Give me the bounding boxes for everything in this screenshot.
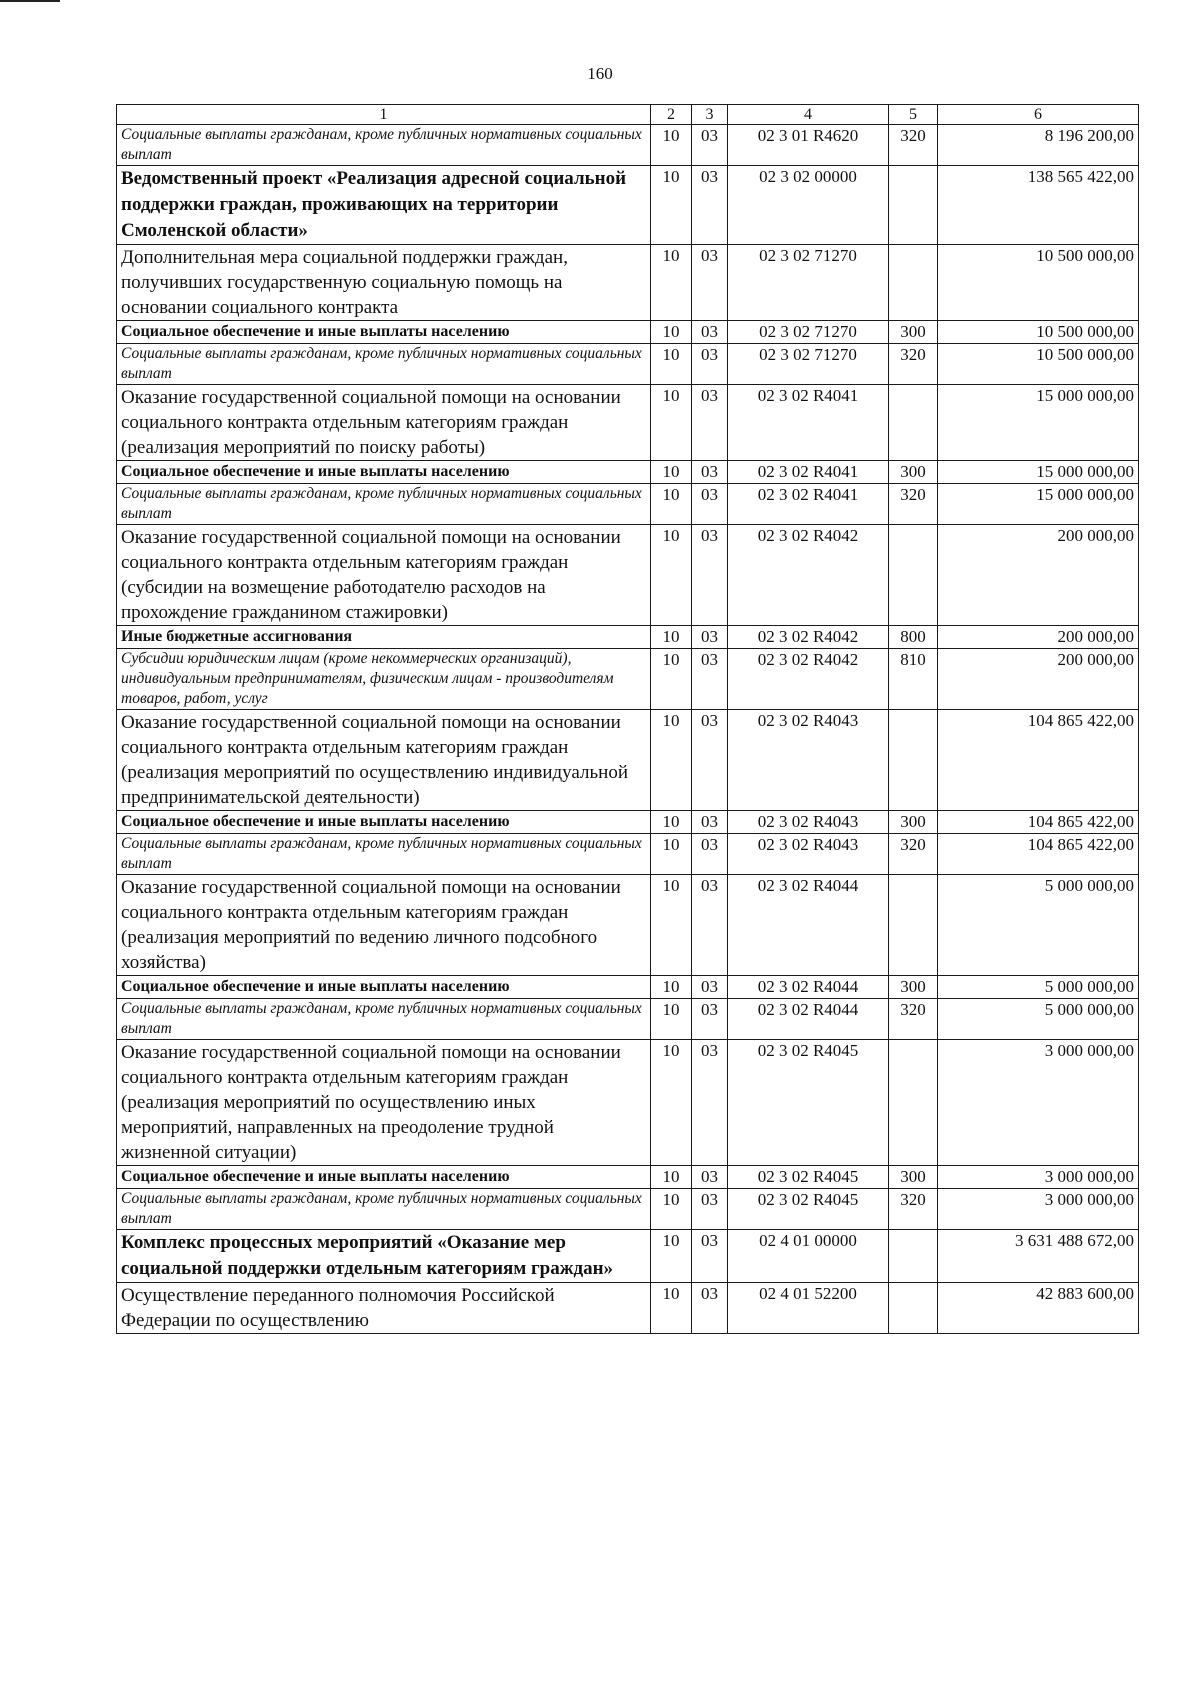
row-expense-type-cell: 300 bbox=[889, 976, 938, 999]
row-name-cell: Оказание государственной социальной помощи на основании социального контракта отдельным категориям граждан (реализация мероприятий по ведению личного подсобного хозяйства) bbox=[117, 875, 651, 976]
row-target-code-cell: 02 3 02 R4043 bbox=[728, 710, 889, 811]
row-target-code-cell: 02 3 02 71270 bbox=[728, 321, 889, 344]
row-expense-type-cell: 300 bbox=[889, 1166, 938, 1189]
column-header-1: 1 bbox=[117, 105, 651, 125]
row-amount-cell: 15 000 000,00 bbox=[938, 484, 1139, 525]
row-expense-type-cell bbox=[889, 245, 938, 321]
row-expense-type-cell: 300 bbox=[889, 811, 938, 834]
table-row bbox=[117, 875, 1139, 976]
row-expense-type-cell bbox=[889, 710, 938, 811]
row-target-code-cell: 02 3 02 R4043 bbox=[728, 811, 889, 834]
table-row bbox=[117, 1283, 1139, 1334]
row-target-code-cell: 02 3 02 R4043 bbox=[728, 834, 889, 875]
budget-table-body bbox=[117, 105, 1139, 1334]
row-subsection-cell: 03 bbox=[692, 125, 728, 166]
table-row bbox=[117, 321, 1139, 344]
table-row bbox=[117, 999, 1139, 1040]
row-subsection-cell: 03 bbox=[692, 525, 728, 626]
row-section-cell: 10 bbox=[651, 385, 692, 461]
row-amount-cell: 3 631 488 672,00 bbox=[938, 1230, 1139, 1283]
table-row bbox=[117, 626, 1139, 649]
row-name-cell: Комплекс процессных мероприятий «Оказание мер социальной поддержки отдельным категориям граждан» bbox=[117, 1230, 651, 1283]
row-section-cell: 10 bbox=[651, 125, 692, 166]
row-expense-type-cell: 320 bbox=[889, 344, 938, 385]
row-subsection-cell: 03 bbox=[692, 649, 728, 710]
row-amount-cell: 5 000 000,00 bbox=[938, 999, 1139, 1040]
row-target-code-cell: 02 3 02 R4044 bbox=[728, 976, 889, 999]
row-subsection-cell: 03 bbox=[692, 1166, 728, 1189]
row-target-code-cell: 02 3 02 71270 bbox=[728, 245, 889, 321]
row-section-cell: 10 bbox=[651, 166, 692, 245]
row-expense-type-cell: 810 bbox=[889, 649, 938, 710]
row-name-cell: Иные бюджетные ассигнования bbox=[117, 626, 651, 649]
row-amount-cell: 3 000 000,00 bbox=[938, 1189, 1139, 1230]
row-subsection-cell: 03 bbox=[692, 1230, 728, 1283]
table-row bbox=[117, 834, 1139, 875]
table-row bbox=[117, 1166, 1139, 1189]
row-section-cell: 10 bbox=[651, 875, 692, 976]
row-section-cell: 10 bbox=[651, 834, 692, 875]
row-subsection-cell: 03 bbox=[692, 1189, 728, 1230]
row-amount-cell: 104 865 422,00 bbox=[938, 811, 1139, 834]
row-expense-type-cell: 320 bbox=[889, 999, 938, 1040]
row-target-code-cell: 02 3 02 R4044 bbox=[728, 875, 889, 976]
row-amount-cell: 138 565 422,00 bbox=[938, 166, 1139, 245]
row-amount-cell: 200 000,00 bbox=[938, 649, 1139, 710]
row-target-code-cell: 02 3 02 R4045 bbox=[728, 1189, 889, 1230]
row-amount-cell: 15 000 000,00 bbox=[938, 385, 1139, 461]
row-name-cell: Социальные выплаты гражданам, кроме публичных нормативных социальных выплат bbox=[117, 999, 651, 1040]
row-section-cell: 10 bbox=[651, 976, 692, 999]
row-amount-cell: 42 883 600,00 bbox=[938, 1283, 1139, 1334]
row-expense-type-cell: 300 bbox=[889, 321, 938, 344]
row-section-cell: 10 bbox=[651, 710, 692, 811]
row-section-cell: 10 bbox=[651, 1040, 692, 1166]
table-row bbox=[117, 811, 1139, 834]
row-section-cell: 10 bbox=[651, 1283, 692, 1334]
row-section-cell: 10 bbox=[651, 245, 692, 321]
row-section-cell: 10 bbox=[651, 1189, 692, 1230]
row-expense-type-cell: 320 bbox=[889, 484, 938, 525]
row-subsection-cell: 03 bbox=[692, 710, 728, 811]
row-subsection-cell: 03 bbox=[692, 321, 728, 344]
row-name-cell: Осуществление переданного полномочия Российской Федерации по осуществлению bbox=[117, 1283, 651, 1334]
row-amount-cell: 8 196 200,00 bbox=[938, 125, 1139, 166]
row-section-cell: 10 bbox=[651, 461, 692, 484]
row-subsection-cell: 03 bbox=[692, 461, 728, 484]
row-section-cell: 10 bbox=[651, 999, 692, 1040]
row-amount-cell: 5 000 000,00 bbox=[938, 976, 1139, 999]
row-name-cell: Оказание государственной социальной помощи на основании социального контракта отдельным категориям граждан (субсидии на возмещение работодателю расходов на прохождение гражданином стажировки) bbox=[117, 525, 651, 626]
row-amount-cell: 15 000 000,00 bbox=[938, 461, 1139, 484]
row-name-cell: Субсидии юридическим лицам (кроме некоммерческих организаций), индивидуальным предпринимателям, физическим лицам - производителям товаров, работ, услуг bbox=[117, 649, 651, 710]
table-row bbox=[117, 1230, 1139, 1283]
row-expense-type-cell bbox=[889, 166, 938, 245]
row-section-cell: 10 bbox=[651, 525, 692, 626]
row-target-code-cell: 02 3 02 71270 bbox=[728, 344, 889, 385]
row-expense-type-cell: 320 bbox=[889, 834, 938, 875]
row-section-cell: 10 bbox=[651, 649, 692, 710]
row-amount-cell: 10 500 000,00 bbox=[938, 245, 1139, 321]
row-target-code-cell: 02 3 02 R4045 bbox=[728, 1166, 889, 1189]
row-name-cell: Оказание государственной социальной помощи на основании социального контракта отдельным категориям граждан (реализация мероприятий по осуществлению индивидуальной предпринимательской деятельности) bbox=[117, 710, 651, 811]
row-name-cell: Социальные выплаты гражданам, кроме публичных нормативных социальных выплат bbox=[117, 125, 651, 166]
table-row bbox=[117, 525, 1139, 626]
row-expense-type-cell bbox=[889, 1230, 938, 1283]
row-expense-type-cell: 800 bbox=[889, 626, 938, 649]
scan-edge-mark bbox=[0, 0, 60, 2]
row-name-cell: Ведомственный проект «Реализация адресной социальной поддержки граждан, проживающих на территории Смоленской области» bbox=[117, 166, 651, 245]
budget-table bbox=[116, 104, 1139, 1334]
column-header-4: 4 bbox=[728, 105, 889, 125]
table-row bbox=[117, 245, 1139, 321]
row-target-code-cell: 02 3 02 00000 bbox=[728, 166, 889, 245]
row-name-cell: Социальное обеспечение и иные выплаты населению bbox=[117, 321, 651, 344]
row-expense-type-cell bbox=[889, 525, 938, 626]
row-subsection-cell: 03 bbox=[692, 999, 728, 1040]
row-subsection-cell: 03 bbox=[692, 1040, 728, 1166]
row-name-cell: Социальное обеспечение и иные выплаты населению bbox=[117, 976, 651, 999]
row-expense-type-cell bbox=[889, 1283, 938, 1334]
row-amount-cell: 3 000 000,00 bbox=[938, 1040, 1139, 1166]
row-name-cell: Социальное обеспечение и иные выплаты населению bbox=[117, 1166, 651, 1189]
column-header-5: 5 bbox=[889, 105, 938, 125]
table-row bbox=[117, 710, 1139, 811]
row-amount-cell: 10 500 000,00 bbox=[938, 321, 1139, 344]
row-subsection-cell: 03 bbox=[692, 976, 728, 999]
row-section-cell: 10 bbox=[651, 811, 692, 834]
row-target-code-cell: 02 4 01 00000 bbox=[728, 1230, 889, 1283]
table-row bbox=[117, 649, 1139, 710]
row-amount-cell: 3 000 000,00 bbox=[938, 1166, 1139, 1189]
row-expense-type-cell: 320 bbox=[889, 125, 938, 166]
row-name-cell: Социальные выплаты гражданам, кроме публичных нормативных социальных выплат bbox=[117, 344, 651, 385]
row-expense-type-cell bbox=[889, 1040, 938, 1166]
column-header-2: 2 bbox=[651, 105, 692, 125]
table-row bbox=[117, 385, 1139, 461]
table-row bbox=[117, 1040, 1139, 1166]
page-number: 160 bbox=[587, 64, 613, 83]
row-amount-cell: 200 000,00 bbox=[938, 626, 1139, 649]
row-target-code-cell: 02 3 02 R4041 bbox=[728, 484, 889, 525]
row-amount-cell: 104 865 422,00 bbox=[938, 834, 1139, 875]
row-target-code-cell: 02 4 01 52200 bbox=[728, 1283, 889, 1334]
column-header-6: 6 bbox=[938, 105, 1139, 125]
row-amount-cell: 200 000,00 bbox=[938, 525, 1139, 626]
row-subsection-cell: 03 bbox=[692, 1283, 728, 1334]
row-name-cell: Социальные выплаты гражданам, кроме публичных нормативных социальных выплат bbox=[117, 834, 651, 875]
column-header-3: 3 bbox=[692, 105, 728, 125]
row-target-code-cell: 02 3 01 R4620 bbox=[728, 125, 889, 166]
row-name-cell: Социальное обеспечение и иные выплаты населению bbox=[117, 461, 651, 484]
row-section-cell: 10 bbox=[651, 484, 692, 525]
row-expense-type-cell bbox=[889, 385, 938, 461]
row-target-code-cell: 02 3 02 R4041 bbox=[728, 385, 889, 461]
row-name-cell: Социальные выплаты гражданам, кроме публичных нормативных социальных выплат bbox=[117, 484, 651, 525]
table-row bbox=[117, 484, 1139, 525]
table-row bbox=[117, 344, 1139, 385]
row-target-code-cell: 02 3 02 R4045 bbox=[728, 1040, 889, 1166]
row-amount-cell: 104 865 422,00 bbox=[938, 710, 1139, 811]
row-target-code-cell: 02 3 02 R4042 bbox=[728, 525, 889, 626]
row-subsection-cell: 03 bbox=[692, 834, 728, 875]
row-target-code-cell: 02 3 02 R4042 bbox=[728, 649, 889, 710]
row-section-cell: 10 bbox=[651, 321, 692, 344]
row-subsection-cell: 03 bbox=[692, 245, 728, 321]
row-section-cell: 10 bbox=[651, 344, 692, 385]
row-subsection-cell: 03 bbox=[692, 166, 728, 245]
row-subsection-cell: 03 bbox=[692, 626, 728, 649]
table-row bbox=[117, 125, 1139, 166]
table-row bbox=[117, 166, 1139, 245]
column-number-row bbox=[117, 105, 1139, 125]
row-subsection-cell: 03 bbox=[692, 385, 728, 461]
row-expense-type-cell: 300 bbox=[889, 461, 938, 484]
row-subsection-cell: 03 bbox=[692, 484, 728, 525]
row-section-cell: 10 bbox=[651, 1230, 692, 1283]
row-subsection-cell: 03 bbox=[692, 344, 728, 385]
table-row bbox=[117, 461, 1139, 484]
row-amount-cell: 10 500 000,00 bbox=[938, 344, 1139, 385]
row-expense-type-cell: 320 bbox=[889, 1189, 938, 1230]
row-name-cell: Дополнительная мера социальной поддержки граждан, получивших государственную социальную помощь на основании социального контракта bbox=[117, 245, 651, 321]
row-name-cell: Социальные выплаты гражданам, кроме публичных нормативных социальных выплат bbox=[117, 1189, 651, 1230]
row-subsection-cell: 03 bbox=[692, 811, 728, 834]
table-row bbox=[117, 1189, 1139, 1230]
row-subsection-cell: 03 bbox=[692, 875, 728, 976]
row-name-cell: Социальное обеспечение и иные выплаты населению bbox=[117, 811, 651, 834]
row-name-cell: Оказание государственной социальной помощи на основании социального контракта отдельным категориям граждан (реализация мероприятий по осуществлению иных мероприятий, направленных на преодоление трудной жизненной ситуации) bbox=[117, 1040, 651, 1166]
row-name-cell: Оказание государственной социальной помощи на основании социального контракта отдельным категориям граждан (реализация мероприятий по поиску работы) bbox=[117, 385, 651, 461]
row-section-cell: 10 bbox=[651, 1166, 692, 1189]
table-row bbox=[117, 976, 1139, 999]
row-section-cell: 10 bbox=[651, 626, 692, 649]
row-amount-cell: 5 000 000,00 bbox=[938, 875, 1139, 976]
row-target-code-cell: 02 3 02 R4044 bbox=[728, 999, 889, 1040]
row-target-code-cell: 02 3 02 R4042 bbox=[728, 626, 889, 649]
row-expense-type-cell bbox=[889, 875, 938, 976]
row-target-code-cell: 02 3 02 R4041 bbox=[728, 461, 889, 484]
